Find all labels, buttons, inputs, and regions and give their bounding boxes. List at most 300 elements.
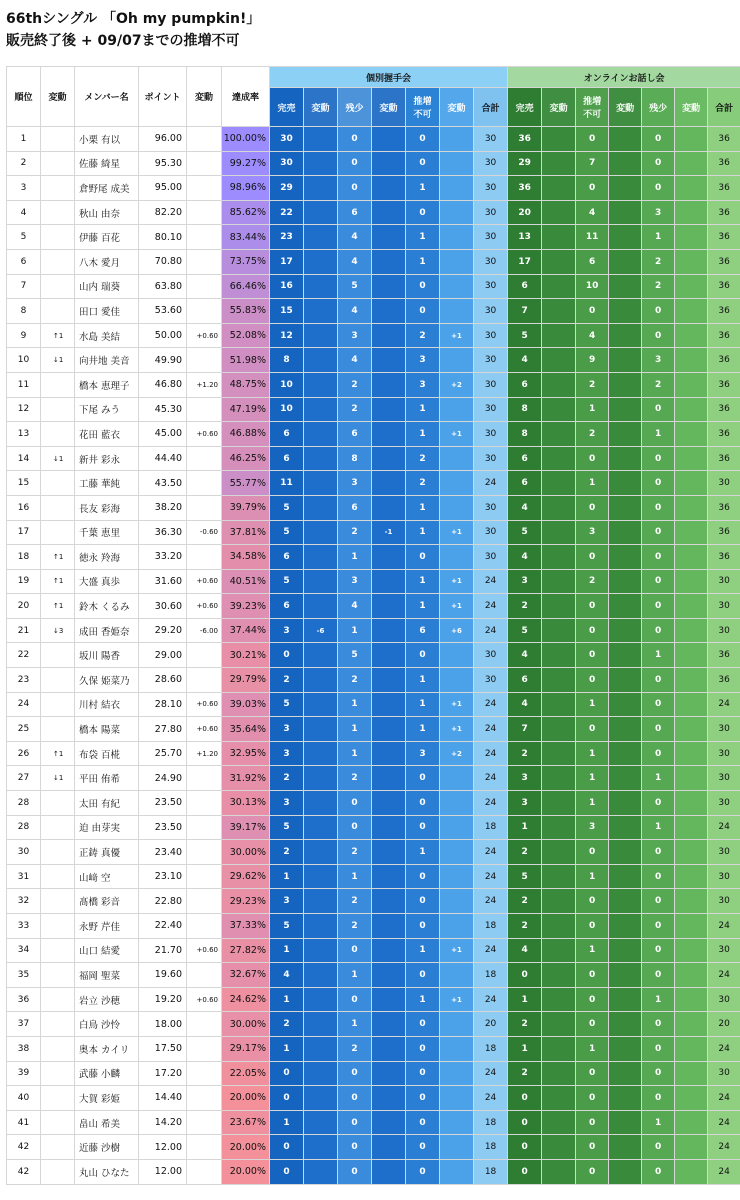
hs-remaining-change-cell bbox=[372, 1110, 406, 1135]
points-change-cell: +0.60 bbox=[187, 569, 222, 594]
hs-remaining-change-cell bbox=[372, 446, 406, 471]
rate-cell: 22.05% bbox=[222, 1061, 270, 1086]
hs-noincrease-change-cell bbox=[440, 545, 474, 570]
points-change-cell bbox=[187, 864, 222, 889]
points-change-cell bbox=[187, 299, 222, 324]
rank-change-cell bbox=[41, 1012, 75, 1037]
hs-noincrease-cell: 1 bbox=[406, 840, 440, 865]
ol-total-cell: 30 bbox=[708, 569, 740, 594]
rank-change-cell: ↑1 bbox=[41, 545, 75, 570]
ol-noincrease-cell: 2 bbox=[576, 569, 609, 594]
ol-noincrease-change-cell bbox=[609, 471, 642, 496]
hs-remaining-change-cell bbox=[372, 717, 406, 742]
ol-soldout-cell: 2 bbox=[508, 840, 542, 865]
member-name: 川村 結衣 bbox=[75, 692, 139, 717]
hs-total-cell: 30 bbox=[474, 643, 508, 668]
ol-soldout-change-cell bbox=[542, 741, 576, 766]
ol-remaining-cell: 0 bbox=[642, 963, 675, 988]
hs-total-cell: 24 bbox=[474, 471, 508, 496]
hs-noincrease-cell: 1 bbox=[406, 717, 440, 742]
hs-noincrease-cell: 1 bbox=[406, 569, 440, 594]
hs-soldout-change-cell bbox=[304, 520, 338, 545]
ol-noincrease-change-cell bbox=[609, 495, 642, 520]
hs-noincrease-change-cell bbox=[440, 914, 474, 939]
ol-remaining-change-cell bbox=[675, 422, 708, 447]
hs-noincrease-cell: 0 bbox=[406, 1110, 440, 1135]
ol-noincrease-cell: 0 bbox=[576, 963, 609, 988]
rank-change-cell bbox=[41, 692, 75, 717]
hs-soldout-cell: 11 bbox=[270, 471, 304, 496]
rate-cell: 100.00% bbox=[222, 127, 270, 152]
hs-soldout-cell: 0 bbox=[270, 1061, 304, 1086]
hs-remaining-cell: 0 bbox=[338, 1110, 372, 1135]
hs-remaining-change-cell bbox=[372, 1012, 406, 1037]
ol-noincrease-change-cell bbox=[609, 127, 642, 152]
ol-noincrease-cell: 3 bbox=[576, 520, 609, 545]
rank-cell: 19 bbox=[7, 569, 41, 594]
ol-remaining-change-cell bbox=[675, 299, 708, 324]
hs-remaining-change-cell bbox=[372, 225, 406, 250]
points-change-cell bbox=[187, 200, 222, 225]
hs-noincrease-change-cell bbox=[440, 225, 474, 250]
hs-noincrease-cell: 3 bbox=[406, 372, 440, 397]
hs-soldout-cell: 5 bbox=[270, 495, 304, 520]
hs-noincrease-cell: 0 bbox=[406, 643, 440, 668]
hs-remaining-cell: 1 bbox=[338, 717, 372, 742]
hs-total-cell: 30 bbox=[474, 176, 508, 201]
ol-soldout-cell: 6 bbox=[508, 446, 542, 471]
rank-cell: 7 bbox=[7, 274, 41, 299]
table-row bbox=[7, 249, 740, 274]
member-name: 成田 香姫奈 bbox=[75, 618, 139, 643]
hs-noincrease-cell: 3 bbox=[406, 348, 440, 373]
rank-cell: 16 bbox=[7, 495, 41, 520]
hs-soldout-change-cell bbox=[304, 717, 338, 742]
hs-soldout-change-cell bbox=[304, 299, 338, 324]
ol-total-cell: 24 bbox=[708, 1110, 740, 1135]
hs-remaining-change-cell bbox=[372, 249, 406, 274]
hs-noincrease-change-cell bbox=[440, 766, 474, 791]
hs-noincrease-change-cell bbox=[440, 1061, 474, 1086]
points-cell: 19.20 bbox=[139, 987, 187, 1012]
hs-total-cell: 30 bbox=[474, 225, 508, 250]
hs-noincrease-change-cell bbox=[440, 815, 474, 840]
ol-remaining-cell: 3 bbox=[642, 200, 675, 225]
member-name: 山口 結愛 bbox=[75, 938, 139, 963]
hs-soldout-change-cell bbox=[304, 643, 338, 668]
ol-noincrease-cell: 11 bbox=[576, 225, 609, 250]
hs-remaining-cell: 1 bbox=[338, 963, 372, 988]
ol-total-cell: 30 bbox=[708, 618, 740, 643]
ol-remaining-cell: 0 bbox=[642, 471, 675, 496]
ol-soldout-cell: 5 bbox=[508, 864, 542, 889]
ol-soldout-cell: 4 bbox=[508, 495, 542, 520]
ol-remaining-change-cell bbox=[675, 446, 708, 471]
ol-noincrease-cell: 0 bbox=[576, 914, 609, 939]
hs-soldout-cell: 1 bbox=[270, 1110, 304, 1135]
hs-total-cell: 24 bbox=[474, 938, 508, 963]
rate-cell: 37.33% bbox=[222, 914, 270, 939]
header-hs-remaining: 残少 bbox=[338, 88, 372, 127]
hs-soldout-change-cell bbox=[304, 963, 338, 988]
table-row bbox=[7, 1135, 740, 1160]
rank-cell: 21 bbox=[7, 618, 41, 643]
member-name: 太田 有紀 bbox=[75, 791, 139, 816]
points-change-cell bbox=[187, 1061, 222, 1086]
hs-noincrease-change-cell bbox=[440, 1159, 474, 1184]
ol-noincrease-cell: 1 bbox=[576, 864, 609, 889]
hs-soldout-change-cell bbox=[304, 791, 338, 816]
ol-soldout-cell: 0 bbox=[508, 963, 542, 988]
rate-cell: 40.51% bbox=[222, 569, 270, 594]
hs-total-cell: 30 bbox=[474, 446, 508, 471]
hs-noincrease-change-cell bbox=[440, 889, 474, 914]
points-cell: 80.10 bbox=[139, 225, 187, 250]
hs-remaining-cell: 2 bbox=[338, 1036, 372, 1061]
hs-remaining-cell: 2 bbox=[338, 372, 372, 397]
points-change-cell bbox=[187, 348, 222, 373]
hs-noincrease-cell: 1 bbox=[406, 495, 440, 520]
points-cell: 23.10 bbox=[139, 864, 187, 889]
hs-soldout-change-cell bbox=[304, 741, 338, 766]
hs-noincrease-cell: 0 bbox=[406, 864, 440, 889]
hs-noincrease-cell: 0 bbox=[406, 299, 440, 324]
hs-soldout-cell: 3 bbox=[270, 889, 304, 914]
ol-noincrease-change-cell bbox=[609, 618, 642, 643]
ol-remaining-cell: 2 bbox=[642, 249, 675, 274]
points-cell: 29.00 bbox=[139, 643, 187, 668]
hs-remaining-cell: 2 bbox=[338, 840, 372, 865]
table-row bbox=[7, 1110, 740, 1135]
hs-soldout-cell: 4 bbox=[270, 963, 304, 988]
ol-soldout-change-cell bbox=[542, 495, 576, 520]
ol-soldout-change-cell bbox=[542, 815, 576, 840]
hs-soldout-change-cell bbox=[304, 692, 338, 717]
hs-noincrease-cell: 0 bbox=[406, 545, 440, 570]
hs-noincrease-change-cell bbox=[440, 1135, 474, 1160]
points-change-cell: +0.60 bbox=[187, 717, 222, 742]
hs-total-cell: 24 bbox=[474, 717, 508, 742]
member-name: 丸山 ひなた bbox=[75, 1159, 139, 1184]
rate-cell: 29.62% bbox=[222, 864, 270, 889]
hs-noincrease-cell: 0 bbox=[406, 1036, 440, 1061]
ol-remaining-cell: 0 bbox=[642, 545, 675, 570]
rank-cell: 22 bbox=[7, 643, 41, 668]
hs-total-cell: 24 bbox=[474, 766, 508, 791]
hs-noincrease-change-cell bbox=[440, 200, 474, 225]
ol-remaining-cell: 0 bbox=[642, 791, 675, 816]
table-row bbox=[7, 668, 740, 693]
ol-remaining-change-cell bbox=[675, 1159, 708, 1184]
ol-noincrease-cell: 1 bbox=[576, 397, 609, 422]
header-ol-total: 合計 bbox=[708, 88, 740, 127]
points-cell: 31.60 bbox=[139, 569, 187, 594]
points-change-cell bbox=[187, 545, 222, 570]
ol-remaining-change-cell bbox=[675, 963, 708, 988]
hs-noincrease-cell: 0 bbox=[406, 274, 440, 299]
table-row bbox=[7, 1036, 740, 1061]
ol-soldout-cell: 4 bbox=[508, 692, 542, 717]
rate-cell: 34.58% bbox=[222, 545, 270, 570]
hs-soldout-cell: 12 bbox=[270, 323, 304, 348]
hs-noincrease-cell: 6 bbox=[406, 618, 440, 643]
hs-soldout-change-cell bbox=[304, 446, 338, 471]
hs-soldout-cell: 6 bbox=[270, 422, 304, 447]
points-cell: 19.60 bbox=[139, 963, 187, 988]
hs-remaining-cell: 5 bbox=[338, 643, 372, 668]
hs-soldout-cell: 30 bbox=[270, 151, 304, 176]
hs-noincrease-change-cell bbox=[440, 668, 474, 693]
hs-noincrease-change-cell: +1 bbox=[440, 692, 474, 717]
ol-remaining-change-cell bbox=[675, 815, 708, 840]
rank-cell: 38 bbox=[7, 1036, 41, 1061]
member-name: 永野 芹佳 bbox=[75, 914, 139, 939]
ol-total-cell: 36 bbox=[708, 495, 740, 520]
rank-cell: 12 bbox=[7, 397, 41, 422]
rank-cell: 26 bbox=[7, 741, 41, 766]
ol-remaining-change-cell bbox=[675, 274, 708, 299]
hs-noincrease-cell: 1 bbox=[406, 397, 440, 422]
rate-cell: 30.00% bbox=[222, 840, 270, 865]
hs-soldout-change-cell bbox=[304, 1086, 338, 1111]
hs-remaining-change-cell bbox=[372, 864, 406, 889]
ol-noincrease-cell: 0 bbox=[576, 840, 609, 865]
ol-total-cell: 36 bbox=[708, 372, 740, 397]
hs-soldout-cell: 22 bbox=[270, 200, 304, 225]
hs-remaining-change-cell bbox=[372, 791, 406, 816]
rank-cell: 28 bbox=[7, 815, 41, 840]
hs-noincrease-cell: 1 bbox=[406, 520, 440, 545]
hs-total-cell: 30 bbox=[474, 348, 508, 373]
hs-remaining-change-cell bbox=[372, 668, 406, 693]
ol-noincrease-change-cell bbox=[609, 1061, 642, 1086]
rank-change-cell bbox=[41, 1135, 75, 1160]
hs-remaining-change-cell bbox=[372, 1036, 406, 1061]
hs-remaining-change-cell bbox=[372, 348, 406, 373]
points-cell: 12.00 bbox=[139, 1159, 187, 1184]
header-ol-soldout: 完売 bbox=[508, 88, 542, 127]
ol-soldout-change-cell bbox=[542, 471, 576, 496]
rank-cell: 42 bbox=[7, 1159, 41, 1184]
ol-noincrease-change-cell bbox=[609, 741, 642, 766]
header-rank-change: 変動 bbox=[41, 67, 75, 127]
ol-remaining-cell: 0 bbox=[642, 151, 675, 176]
hs-soldout-cell: 1 bbox=[270, 1036, 304, 1061]
hs-total-cell: 18 bbox=[474, 914, 508, 939]
hs-soldout-cell: 29 bbox=[270, 176, 304, 201]
points-cell: 23.40 bbox=[139, 840, 187, 865]
table-row bbox=[7, 889, 740, 914]
ol-soldout-change-cell bbox=[542, 200, 576, 225]
hs-remaining-change-cell bbox=[372, 397, 406, 422]
ol-noincrease-change-cell bbox=[609, 176, 642, 201]
hs-soldout-change-cell bbox=[304, 569, 338, 594]
ol-remaining-change-cell bbox=[675, 249, 708, 274]
ol-remaining-change-cell bbox=[675, 692, 708, 717]
hs-remaining-change-cell bbox=[372, 692, 406, 717]
ol-soldout-change-cell bbox=[542, 594, 576, 619]
ol-soldout-cell: 2 bbox=[508, 1012, 542, 1037]
rate-cell: 31.92% bbox=[222, 766, 270, 791]
rank-change-cell: ↓1 bbox=[41, 766, 75, 791]
ol-noincrease-cell: 0 bbox=[576, 1110, 609, 1135]
ol-total-cell: 30 bbox=[708, 791, 740, 816]
hs-remaining-change-cell bbox=[372, 987, 406, 1012]
ol-total-cell: 30 bbox=[708, 938, 740, 963]
hs-noincrease-change-cell: +6 bbox=[440, 618, 474, 643]
hs-remaining-cell: 1 bbox=[338, 618, 372, 643]
rate-cell: 39.79% bbox=[222, 495, 270, 520]
hs-noincrease-change-cell: +1 bbox=[440, 938, 474, 963]
points-cell: 49.90 bbox=[139, 348, 187, 373]
ol-total-cell: 30 bbox=[708, 717, 740, 742]
ol-remaining-change-cell bbox=[675, 643, 708, 668]
ol-noincrease-cell: 1 bbox=[576, 692, 609, 717]
ol-soldout-change-cell bbox=[542, 127, 576, 152]
member-name: 奥本 カイリ bbox=[75, 1036, 139, 1061]
hs-soldout-cell: 6 bbox=[270, 594, 304, 619]
hs-noincrease-change-cell bbox=[440, 864, 474, 889]
table-row bbox=[7, 495, 740, 520]
ol-soldout-cell: 6 bbox=[508, 274, 542, 299]
hs-soldout-cell: 0 bbox=[270, 1159, 304, 1184]
hs-remaining-cell: 4 bbox=[338, 249, 372, 274]
ol-remaining-cell: 0 bbox=[642, 569, 675, 594]
ol-soldout-change-cell bbox=[542, 1061, 576, 1086]
table-row bbox=[7, 963, 740, 988]
ol-remaining-cell: 0 bbox=[642, 1012, 675, 1037]
ol-noincrease-change-cell bbox=[609, 520, 642, 545]
hs-total-cell: 30 bbox=[474, 151, 508, 176]
member-name: 福岡 聖菜 bbox=[75, 963, 139, 988]
header-ol-remaining: 残少 bbox=[642, 88, 675, 127]
ol-soldout-cell: 6 bbox=[508, 471, 542, 496]
hs-noincrease-cell: 1 bbox=[406, 422, 440, 447]
hs-remaining-change-cell bbox=[372, 643, 406, 668]
ol-soldout-cell: 36 bbox=[508, 176, 542, 201]
hs-soldout-change-cell bbox=[304, 127, 338, 152]
ol-noincrease-change-cell bbox=[609, 1159, 642, 1184]
hs-soldout-change-cell bbox=[304, 1110, 338, 1135]
hs-soldout-change-cell bbox=[304, 1036, 338, 1061]
ol-noincrease-cell: 0 bbox=[576, 1086, 609, 1111]
points-cell: 28.10 bbox=[139, 692, 187, 717]
hs-soldout-cell: 0 bbox=[270, 643, 304, 668]
member-name: 坂川 陽香 bbox=[75, 643, 139, 668]
ol-soldout-change-cell bbox=[542, 176, 576, 201]
hs-remaining-cell: 2 bbox=[338, 668, 372, 693]
points-change-cell: +0.60 bbox=[187, 422, 222, 447]
hs-noincrease-cell: 0 bbox=[406, 914, 440, 939]
ol-remaining-cell: 0 bbox=[642, 1036, 675, 1061]
header-ol-noincrease: 推増 不可 bbox=[576, 88, 609, 127]
points-change-cell: +0.60 bbox=[187, 987, 222, 1012]
points-cell: 22.80 bbox=[139, 889, 187, 914]
member-name: 八木 愛月 bbox=[75, 249, 139, 274]
ol-noincrease-cell: 0 bbox=[576, 643, 609, 668]
ol-noincrease-cell: 0 bbox=[576, 299, 609, 324]
hs-soldout-cell: 0 bbox=[270, 1086, 304, 1111]
header-ol-soldout-change: 変動 bbox=[542, 88, 576, 127]
hs-remaining-change-cell bbox=[372, 889, 406, 914]
member-name: 水島 美結 bbox=[75, 323, 139, 348]
ol-noincrease-change-cell bbox=[609, 323, 642, 348]
hs-total-cell: 20 bbox=[474, 1012, 508, 1037]
hs-noincrease-cell: 1 bbox=[406, 249, 440, 274]
ol-soldout-cell: 8 bbox=[508, 397, 542, 422]
rank-change-cell bbox=[41, 1159, 75, 1184]
rate-cell: 30.00% bbox=[222, 1012, 270, 1037]
rank-cell: 36 bbox=[7, 987, 41, 1012]
ol-total-cell: 36 bbox=[708, 151, 740, 176]
header-hs-remaining-change: 変動 bbox=[372, 88, 406, 127]
rank-cell: 35 bbox=[7, 963, 41, 988]
points-cell: 12.00 bbox=[139, 1135, 187, 1160]
rank-change-cell bbox=[41, 938, 75, 963]
hs-noincrease-change-cell: +1 bbox=[440, 987, 474, 1012]
rate-cell: 29.23% bbox=[222, 889, 270, 914]
ol-noincrease-change-cell bbox=[609, 864, 642, 889]
member-name: 秋山 由奈 bbox=[75, 200, 139, 225]
hs-noincrease-change-cell: +1 bbox=[440, 520, 474, 545]
ol-soldout-cell: 6 bbox=[508, 372, 542, 397]
ol-soldout-change-cell bbox=[542, 299, 576, 324]
rank-cell: 6 bbox=[7, 249, 41, 274]
table-row bbox=[7, 299, 740, 324]
rate-cell: 27.82% bbox=[222, 938, 270, 963]
header-hs-soldout: 完売 bbox=[270, 88, 304, 127]
hs-soldout-cell: 10 bbox=[270, 372, 304, 397]
hs-soldout-change-cell bbox=[304, 815, 338, 840]
hs-remaining-change-cell bbox=[372, 1086, 406, 1111]
hs-soldout-change-cell bbox=[304, 225, 338, 250]
rank-change-cell bbox=[41, 471, 75, 496]
hs-total-cell: 24 bbox=[474, 791, 508, 816]
member-name: 大賀 彩姫 bbox=[75, 1086, 139, 1111]
rate-cell: 20.00% bbox=[222, 1159, 270, 1184]
ol-remaining-change-cell bbox=[675, 520, 708, 545]
rate-cell: 24.62% bbox=[222, 987, 270, 1012]
points-cell: 33.20 bbox=[139, 545, 187, 570]
rate-cell: 20.00% bbox=[222, 1086, 270, 1111]
hs-noincrease-cell: 0 bbox=[406, 1086, 440, 1111]
ol-remaining-change-cell bbox=[675, 1012, 708, 1037]
rank-change-cell bbox=[41, 422, 75, 447]
hs-noincrease-cell: 0 bbox=[406, 151, 440, 176]
ol-total-cell: 36 bbox=[708, 643, 740, 668]
points-change-cell bbox=[187, 151, 222, 176]
rank-change-cell bbox=[41, 668, 75, 693]
hs-remaining-change-cell bbox=[372, 1135, 406, 1160]
ol-remaining-change-cell bbox=[675, 668, 708, 693]
hs-soldout-cell: 3 bbox=[270, 791, 304, 816]
ol-remaining-change-cell bbox=[675, 1135, 708, 1160]
rank-change-cell bbox=[41, 717, 75, 742]
points-change-cell bbox=[187, 225, 222, 250]
hs-remaining-cell: 6 bbox=[338, 422, 372, 447]
ol-noincrease-change-cell bbox=[609, 668, 642, 693]
points-change-cell: -0.60 bbox=[187, 520, 222, 545]
member-name: 下尾 みう bbox=[75, 397, 139, 422]
ol-remaining-change-cell bbox=[675, 495, 708, 520]
points-cell: 45.30 bbox=[139, 397, 187, 422]
points-cell: 45.00 bbox=[139, 422, 187, 447]
points-cell: 17.20 bbox=[139, 1061, 187, 1086]
ol-total-cell: 36 bbox=[708, 200, 740, 225]
hs-remaining-change-cell bbox=[372, 766, 406, 791]
ol-remaining-change-cell bbox=[675, 323, 708, 348]
ol-remaining-change-cell bbox=[675, 840, 708, 865]
